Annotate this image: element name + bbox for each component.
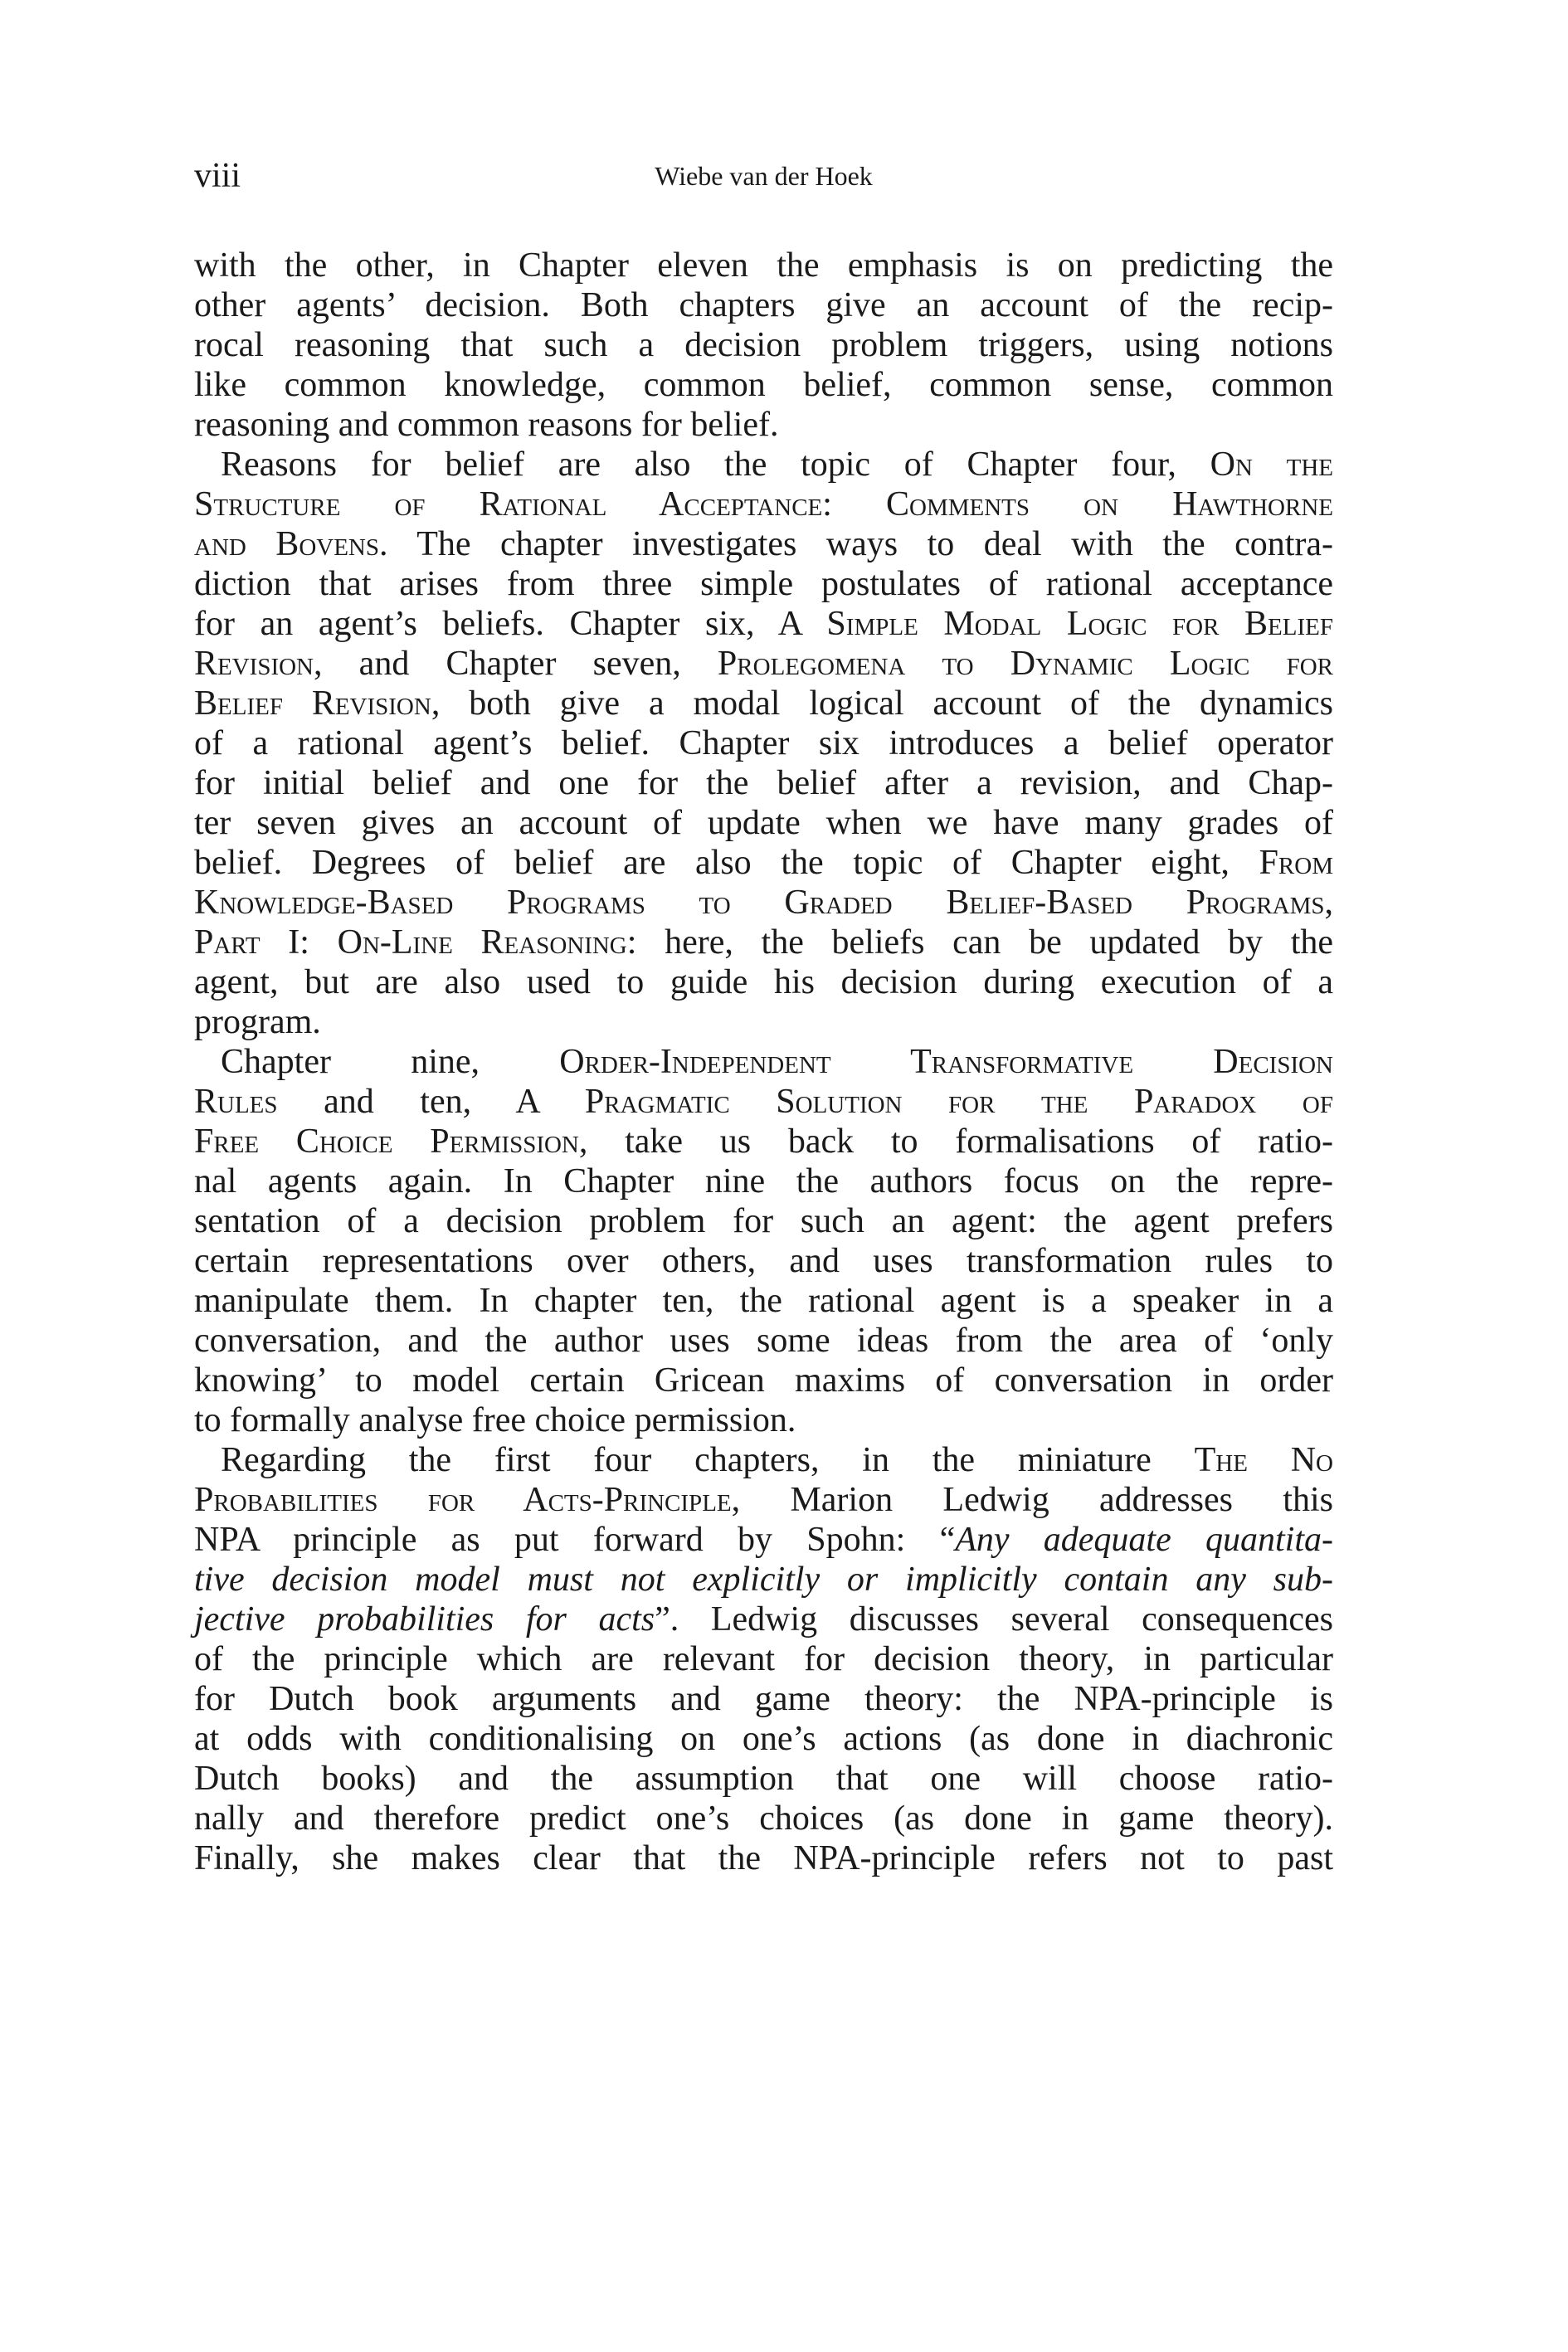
text-line: [194, 1759, 1333, 1799]
text-line: [194, 723, 1333, 763]
text-run: knowing’ to model certain Gricean maxims of conversation in order: [194, 1361, 1333, 1400]
text-line: [194, 883, 1333, 923]
text-run: , both give a modal logical account of the dynamics: [431, 684, 1333, 723]
text-run: at odds with conditionalising on one’s actions (as done in diachronic: [194, 1720, 1333, 1758]
text-line: [194, 1321, 1333, 1361]
text-run: manipulate them. In chapter ten, the rational agent is a speaker in a: [194, 1282, 1333, 1320]
text-line: [194, 246, 1333, 285]
text-line: [194, 1281, 1333, 1321]
text-line: [194, 684, 1333, 723]
text-line: [194, 1122, 1333, 1161]
text-line: [194, 285, 1333, 325]
text-run: and ten, A: [277, 1083, 585, 1121]
text-run: rocal reasoning that such a decision problem triggers, using notions: [194, 326, 1333, 364]
text-run: diction that arises from three simple postulates of rational acceptance: [194, 565, 1333, 603]
text-line: [194, 763, 1333, 803]
text-run: for initial belief and one for the belief after a revision, and Chap-: [194, 764, 1333, 802]
text-run: nal agents again. In Chapter nine the authors focus on the repre-: [194, 1162, 1333, 1200]
page-number: viii: [194, 157, 241, 195]
small-caps-title: Probabilities for Acts-Principle: [194, 1481, 732, 1519]
text-run: conversation, and the author uses some ideas from the area of ‘only: [194, 1322, 1333, 1360]
text-line: [194, 445, 1333, 485]
text-run: other agents’ decision. Both chapters give an account of the recip-: [194, 286, 1333, 324]
text-line: [194, 1400, 1333, 1440]
body-text: [194, 246, 1333, 1878]
small-caps-title: Rules: [194, 1083, 278, 1121]
text-run: ”. Ledwig discusses several consequences: [655, 1600, 1333, 1639]
text-run: Chapter nine,: [221, 1043, 560, 1081]
text-line: [194, 1440, 1333, 1480]
text-line: [194, 604, 1333, 644]
text-run: , and Chapter seven,: [314, 645, 718, 683]
small-caps-title: Pragmatic Solution for the Paradox of: [584, 1083, 1333, 1121]
text-run: , take us back to formalisations of ratio-: [578, 1122, 1333, 1161]
small-caps-title: and Bovens: [194, 525, 379, 563]
small-caps-title: Knowledge-Based Programs to Graded Belief-Based Programs,: [194, 884, 1333, 922]
small-caps-title: Revision: [194, 645, 314, 683]
text-line: [194, 325, 1333, 365]
text-run: with the other, in Chapter eleven the emphasis is on predicting the: [194, 246, 1333, 285]
text-line: [194, 962, 1333, 1002]
text-line: [194, 564, 1333, 604]
paragraph: [194, 445, 1333, 1042]
text-run: Regarding the first four chapters, in the miniature: [221, 1441, 1195, 1479]
text-line: [194, 1082, 1333, 1122]
text-run: for Dutch book arguments and game theory: the NPA-principle is: [194, 1680, 1333, 1718]
text-run: to formally analyse free choice permission.: [194, 1401, 796, 1439]
text-line: [194, 1679, 1333, 1719]
small-caps-title: The No: [1194, 1441, 1333, 1479]
text-run: Finally, she makes clear that the NPA-principle refers not to past: [194, 1839, 1333, 1877]
text-line: [194, 1799, 1333, 1838]
italic-quote: jective probabilities for acts: [194, 1600, 655, 1639]
text-run: Dutch books) and the assumption that one will choose ratio-: [194, 1760, 1333, 1798]
text-line: [194, 1002, 1333, 1042]
text-line: [194, 843, 1333, 883]
small-caps-title: Part I: On-Line Reasoning: [194, 923, 627, 962]
text-run: agent, but are also used to guide his decision during execution of a: [194, 963, 1333, 1001]
small-caps-title: Order-Independent Transformative Decision: [559, 1043, 1334, 1081]
text-line: [194, 1161, 1333, 1201]
text-line: [194, 1201, 1333, 1241]
italic-quote: Any adequate quantita-: [955, 1521, 1333, 1559]
text-line: [194, 1719, 1333, 1759]
italic-quote: tive decision model must not explicitly or implicitly contain any sub-: [194, 1561, 1333, 1599]
text-line: [194, 1042, 1333, 1082]
text-line: [194, 923, 1333, 962]
small-caps-title: On the: [1210, 446, 1333, 484]
text-run: for an agent’s beliefs. Chapter six, A: [194, 605, 827, 643]
text-run: . The chapter investigates ways to deal with the contra-: [379, 525, 1333, 563]
paragraph: [194, 1042, 1333, 1440]
text-line: [194, 405, 1333, 445]
text-run: reasoning and common reasons for belief.: [194, 406, 779, 444]
text-run: like common knowledge, common belief, common sense, common: [194, 366, 1333, 404]
text-line: [194, 1838, 1333, 1878]
text-run: of a rational agent’s belief. Chapter six introduces a belief operator: [194, 724, 1333, 762]
text-run: nally and therefore predict one’s choices (as done in game theory).: [194, 1799, 1333, 1838]
text-line: [194, 1560, 1333, 1600]
text-run: Reasons for belief are also the topic of Chapter four,: [221, 446, 1210, 484]
text-line: [194, 803, 1333, 843]
text-line: [194, 1241, 1333, 1281]
text-line: [194, 1361, 1333, 1400]
text-run: program.: [194, 1003, 321, 1041]
small-caps-title: Free Choice Permission: [194, 1122, 579, 1161]
text-line: [194, 1520, 1333, 1560]
small-caps-title: Belief Revision: [194, 684, 431, 723]
text-run: certain representations over others, and uses transformation rules to: [194, 1242, 1333, 1280]
text-line: [194, 1600, 1333, 1639]
text-run: sentation of a decision problem for such an agent: the agent prefers: [194, 1202, 1333, 1240]
text-run: NPA principle as put forward by Spohn: “: [194, 1521, 956, 1559]
text-run: belief. Degrees of belief are also the topic of Chapter eight,: [194, 844, 1259, 882]
text-line: [194, 365, 1333, 405]
text-line: [194, 485, 1333, 524]
text-line: [194, 1480, 1333, 1520]
text-line: [194, 644, 1333, 684]
text-line: [194, 524, 1333, 564]
text-run: : here, the beliefs can be updated by the: [626, 923, 1334, 962]
small-caps-title: From: [1259, 844, 1333, 882]
small-caps-title: Simple Modal Logic for Belief: [826, 605, 1333, 643]
small-caps-title: Structure of Rational Acceptance: Comments on Hawthorne: [194, 485, 1333, 523]
text-run: , Marion Ledwig addresses this: [731, 1481, 1333, 1519]
small-caps-title: Prolegomena to Dynamic Logic for: [717, 645, 1333, 683]
text-run: ter seven gives an account of update when we have many grades of: [194, 804, 1333, 842]
text-line: [194, 1639, 1333, 1679]
page-header: [194, 156, 1333, 197]
running-head-author: Wiebe van der Hoek: [655, 161, 873, 191]
paragraph: [194, 1440, 1333, 1878]
paragraph: [194, 246, 1333, 445]
text-run: of the principle which are relevant for decision theory, in particular: [194, 1640, 1333, 1678]
